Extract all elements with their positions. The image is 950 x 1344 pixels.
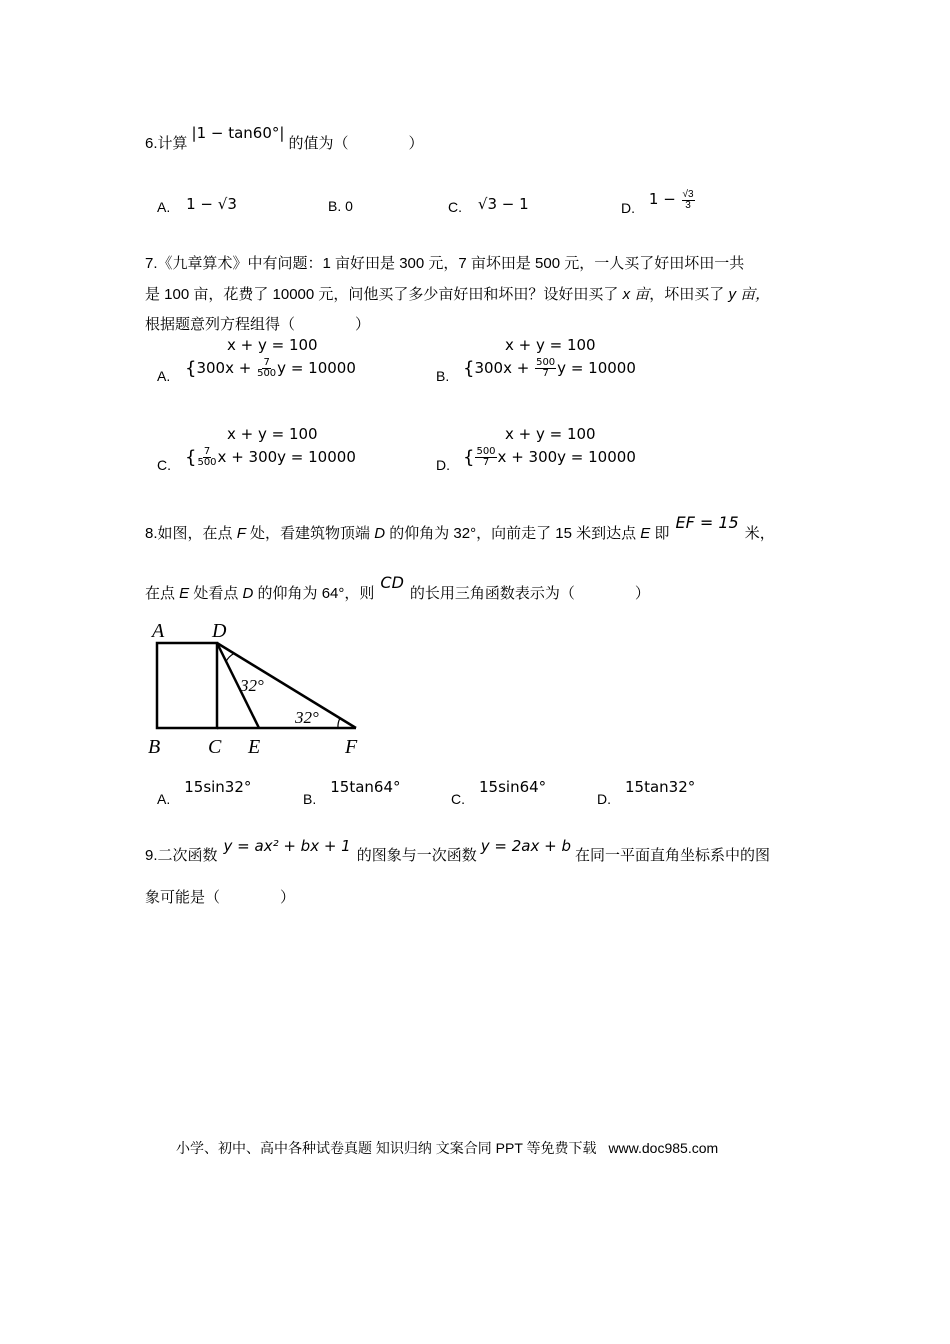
q7-option-d-eq2: { $\frac{500}{7}$ x + 300y = 10000 xyxy=(463,446,636,468)
q9-line-2: 象可能是（ ） xyxy=(145,889,296,906)
q8-option-a: A.15sin32° xyxy=(157,778,252,807)
q8-option-d: D.15tan32° xyxy=(597,778,696,807)
q7-option-a-system xyxy=(185,336,425,386)
q8-option-a-value: 15sin32° xyxy=(184,778,252,796)
q7-option-c-eq2: { $\frac{7}{500}$ x + 300y = 10000 xyxy=(185,446,356,468)
q6-suffix: 的值为（ ） xyxy=(288,135,424,152)
angle-label-d: 32° xyxy=(240,676,264,695)
q6-option-b xyxy=(328,198,353,214)
q7-option-d-eq1: x + y = 100 xyxy=(505,425,596,443)
q7-option-d-label: D. xyxy=(436,457,450,473)
label-B: B xyxy=(148,736,161,758)
building-rect xyxy=(157,643,217,728)
q6-option-c-value: √3 − 1 xyxy=(477,195,529,213)
q7-line-2: 是 100 亩，花费了 10000 元，问他买了多少亩好田和坏田？设好田买了 x 亩，坏田买了 y 亩， xyxy=(145,286,771,303)
q7-line-1: 7.《九章算术》中有问题：1 亩好田是 300 元，7 亩坏田是 500 元，一人买了好田坏田一共 xyxy=(145,255,745,272)
q7-option-c-label: C. xyxy=(157,457,171,473)
q8-line-1: 8.如图，在点 F 处，看建筑物顶端 D 的仰角为 32°，向前走了 15 米到达点 E 即EF = 15米， xyxy=(145,513,775,542)
q6-option-b-value: 0 xyxy=(345,198,353,214)
q7-option-a-label: A. xyxy=(157,368,171,384)
q6-option-c-label: C. xyxy=(448,199,462,215)
q6-option-c xyxy=(448,195,529,216)
q7-var-x: x xyxy=(622,286,631,303)
q6-option-b-label: B. xyxy=(328,198,342,214)
q9-expr-linear: y = 2ax + b xyxy=(480,837,571,855)
q8-option-b-value: 15tan64° xyxy=(330,778,401,796)
q6-option-a-value: 1 − √3 xyxy=(186,195,237,213)
angle-arc-d xyxy=(226,654,234,662)
q6-option-d-fraction: $\frac{√3}{3}$ xyxy=(682,189,694,211)
q7-option-a-eq1: x + y = 100 xyxy=(227,336,318,354)
q6-option-a xyxy=(157,195,237,216)
q7-option-b-system xyxy=(463,336,703,386)
q8-option-c: C.15sin64° xyxy=(451,778,547,807)
label-A: A xyxy=(152,620,165,642)
angle-arc-f xyxy=(338,718,340,728)
label-C: C xyxy=(208,736,222,758)
q7-option-c-system xyxy=(185,425,425,475)
q8-cd-expression: CD xyxy=(380,573,404,592)
q8-figure xyxy=(140,615,380,760)
footer xyxy=(176,1138,718,1158)
angle-label-f: 32° xyxy=(295,708,319,727)
q6-stem xyxy=(145,124,424,153)
q6-prefix: 6.计算 xyxy=(145,135,188,152)
q6-option-d xyxy=(621,189,696,217)
q9-expr-quadratic: y = ax² + bx + 1 xyxy=(223,837,351,855)
q8-option-d-value: 15tan32° xyxy=(625,778,696,796)
q7-option-a-eq2: {300x + $\frac{7}{500}$ y = 10000 xyxy=(185,357,356,379)
q8-option-c-value: 15sin64° xyxy=(479,778,547,796)
label-F: F xyxy=(345,736,358,758)
footer-text: 小学、初中、高中各种试卷真题 知识归纳 文案合同 PPT 等免费下载 xyxy=(176,1140,597,1156)
label-D: D xyxy=(212,620,227,642)
label-E: E xyxy=(248,736,261,758)
q8-ef-expression: EF = 15 xyxy=(675,513,739,532)
q6-option-d-label: D. xyxy=(621,200,635,217)
q9-line-1: 9.二次函数y = ax² + bx + 1的图象与一次函数y = 2ax + b在同一平面直角坐标系中的图 xyxy=(145,837,770,864)
q7-option-b-eq1: x + y = 100 xyxy=(505,336,596,354)
q6-option-d-value: 1 − xyxy=(648,190,681,209)
q7-option-c-eq1: x + y = 100 xyxy=(227,425,318,443)
q7-option-d-system xyxy=(463,425,703,475)
q6-expression: |1 − tan60°| xyxy=(191,124,285,142)
q8-option-b: B.15tan64° xyxy=(303,778,401,807)
q7-var-y: y xyxy=(728,286,736,303)
q6-option-a-label: A. xyxy=(157,199,171,215)
q8-line-2: 在点 E 处看点 D 的仰角为 64°，则CD的长用三角函数表示为（ ） xyxy=(145,573,650,602)
q7-line-3: 根据题意列方程组得（ ） xyxy=(145,316,371,333)
q7-option-b-label: B. xyxy=(436,368,450,384)
footer-url[interactable]: www.doc985.com xyxy=(608,1140,719,1156)
q7-option-b-eq2: {300x + $\frac{500}{7}$ y = 10000 xyxy=(463,357,636,379)
